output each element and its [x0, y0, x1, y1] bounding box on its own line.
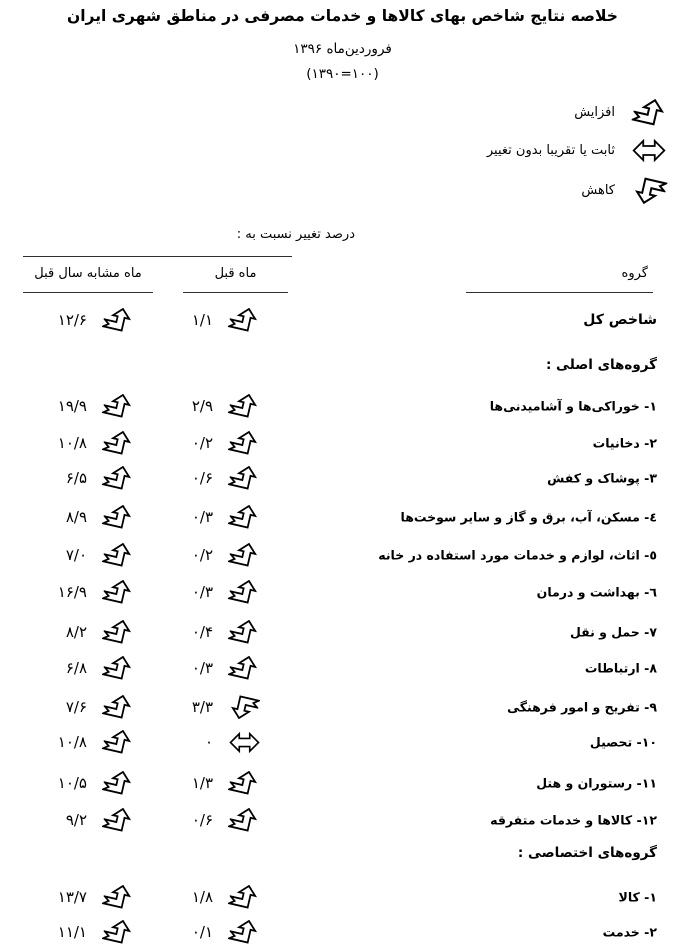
group-label: ٥- اثاث، لوازم و خدمات مورد استفاده در خانه: [378, 547, 657, 563]
mom-change-value: ۰/۱: [191, 923, 213, 941]
increase-arrow-icon: [226, 807, 262, 833]
increase-arrow-icon: [100, 465, 136, 491]
increase-arrow-icon: [100, 694, 136, 720]
yoy-change-value: ۱۲/۶: [57, 311, 87, 329]
table-row: [0, 387, 685, 425]
increase-arrow-icon: [226, 579, 262, 605]
section-row: [0, 834, 685, 872]
increase-arrow-icon: [226, 393, 262, 419]
group-label: ۱۰- تحصیل: [589, 734, 657, 750]
mom-change-value: ۱/۱: [191, 311, 213, 329]
column-header-same-month-prev-year: ماه مشابه سال قبل: [34, 266, 142, 281]
increase-arrow-icon: [100, 430, 136, 456]
column-header-group: گروه: [621, 266, 648, 281]
table-row: [0, 764, 685, 802]
group-label: ۱۱- رستوران و هتل: [536, 775, 657, 791]
mom-change-value: ۰/۲: [191, 546, 213, 564]
group-label: ٦- بهداشت و درمان: [536, 584, 657, 600]
legend-item-stable: [487, 134, 668, 166]
yoy-change-value: ۱۹/۹: [57, 397, 87, 415]
decrease-arrow-icon: [226, 694, 262, 720]
increase-arrow-icon: [100, 619, 136, 645]
increase-arrow-icon: [226, 307, 262, 333]
table-row: [0, 498, 685, 536]
page-title: خلاصه نتایج شاخص بهای کالاها و خدمات مصرفی در مناطق شهری ایران: [67, 7, 618, 25]
table-row: [0, 536, 685, 574]
yoy-change-value: ۷/۶: [65, 698, 87, 716]
yoy-change-value: ۱۳/۷: [57, 888, 87, 906]
group-label: ۱- خوراکی‌ها و آشامیدنی‌ها: [489, 398, 657, 414]
table-row: [0, 913, 685, 951]
mom-change-value: ۱/۸: [191, 888, 213, 906]
yoy-change-value: ۱۰/۸: [57, 733, 87, 751]
yoy-change-value: ۹/۲: [65, 811, 87, 829]
increase-arrow-icon: [226, 655, 262, 681]
legend-label: افزایش: [574, 104, 615, 120]
mom-change-value: ۱/۳: [191, 774, 213, 792]
table-row: [0, 723, 685, 761]
increase-arrow-icon: [226, 465, 262, 491]
table-row: [0, 301, 685, 339]
group-label: ۱- کالا: [618, 889, 657, 905]
increase-arrow-icon: [226, 542, 262, 568]
yoy-change-value: ۶/۵: [65, 469, 87, 487]
increase-arrow-icon: [100, 393, 136, 419]
stable-arrow-icon: [630, 139, 668, 162]
increase-arrow-icon: [100, 770, 136, 796]
increase-arrow-icon: [226, 770, 262, 796]
yoy-change-value: ۱۶/۹: [57, 583, 87, 601]
group-label: ۷- حمل و نقل: [569, 624, 657, 640]
header-rule: [23, 256, 292, 257]
legend-item-decrease: [581, 174, 668, 206]
increase-arrow-icon: [100, 504, 136, 530]
increase-arrow-icon: [100, 807, 136, 833]
increase-arrow-icon: [100, 919, 136, 945]
group-label: شاخص کل: [583, 312, 657, 328]
group-label: ۳- پوشاک و کفش: [547, 470, 657, 486]
yoy-change-value: ۱۰/۸: [57, 434, 87, 452]
group-label: ٤- مسکن، آب، برق و گاز و سایر سوخت‌ها: [400, 509, 657, 525]
page-subtitle-month: فروردین‌ماه ۱۳۹۶: [293, 41, 392, 57]
increase-arrow-icon: [226, 430, 262, 456]
mom-change-value: ۰/۳: [191, 659, 213, 677]
group-label: ۹- تفریح و امور فرهنگی: [507, 699, 657, 715]
legend-label: ثابت یا تقریبا بدون تغییر: [486, 142, 615, 158]
yoy-change-value: ۶/۸: [65, 659, 87, 677]
page-subtitle-base-year: (۱۳۹۰=۱۰۰): [306, 66, 379, 82]
table-row: [0, 573, 685, 611]
stable-arrow-icon: [226, 732, 262, 753]
group-label: ۸- ارتباطات: [584, 660, 657, 676]
mom-change-value: ۰/۴: [191, 623, 213, 641]
yoy-change-value: ۸/۲: [65, 623, 87, 641]
increase-arrow-icon: [226, 619, 262, 645]
group-label: ۲- دخانیات: [592, 435, 657, 451]
mom-change-value: ۰/۶: [191, 811, 213, 829]
mom-change-value: ۰/۶: [191, 469, 213, 487]
mom-change-value: ۰: [204, 733, 213, 751]
group-column-rule: [466, 292, 653, 293]
increase-arrow-icon: [100, 542, 136, 568]
table-row: [0, 688, 685, 726]
mom-change-value: ۲/۹: [191, 397, 213, 415]
section-row: [0, 346, 685, 384]
increase-arrow-icon: [100, 884, 136, 910]
increase-arrow-icon: [100, 655, 136, 681]
increase-arrow-icon: [630, 98, 668, 127]
increase-arrow-icon: [100, 729, 136, 755]
table-row: [0, 459, 685, 497]
increase-arrow-icon: [226, 884, 262, 910]
yoy-change-value: ۱۱/۱: [57, 923, 87, 941]
month-column-rule: [183, 292, 288, 293]
table-row: [0, 613, 685, 651]
mom-change-value: ۳/۳: [191, 698, 213, 716]
section-title: گروه‌های اصلی :: [545, 357, 657, 373]
legend-item-increase: [574, 96, 668, 128]
yoy-change-value: ۱۰/۵: [57, 774, 87, 792]
mom-change-value: ۰/۳: [191, 508, 213, 526]
group-label: ۲- خدمت: [602, 924, 657, 940]
legend-label: کاهش: [581, 182, 615, 198]
mom-change-value: ۰/۲: [191, 434, 213, 452]
increase-arrow-icon: [226, 504, 262, 530]
column-header-prev-month: ماه قبل: [214, 266, 257, 281]
table-row: [0, 878, 685, 916]
section-title: گروه‌های اختصاصی :: [517, 845, 657, 861]
decrease-arrow-icon: [630, 176, 668, 205]
yoy-change-value: ۷/۰: [65, 546, 87, 564]
percent-change-header: درصد تغییر نسبت به :: [236, 227, 355, 242]
yoy-change-value: ۸/۹: [65, 508, 87, 526]
increase-arrow-icon: [100, 579, 136, 605]
increase-arrow-icon: [100, 307, 136, 333]
mom-change-value: ۰/۳: [191, 583, 213, 601]
group-label: ۱۲- کالاها و خدمات متفرقه: [490, 812, 657, 828]
table-row: [0, 649, 685, 687]
year-column-rule: [23, 292, 153, 293]
increase-arrow-icon: [226, 919, 262, 945]
table-row: [0, 424, 685, 462]
